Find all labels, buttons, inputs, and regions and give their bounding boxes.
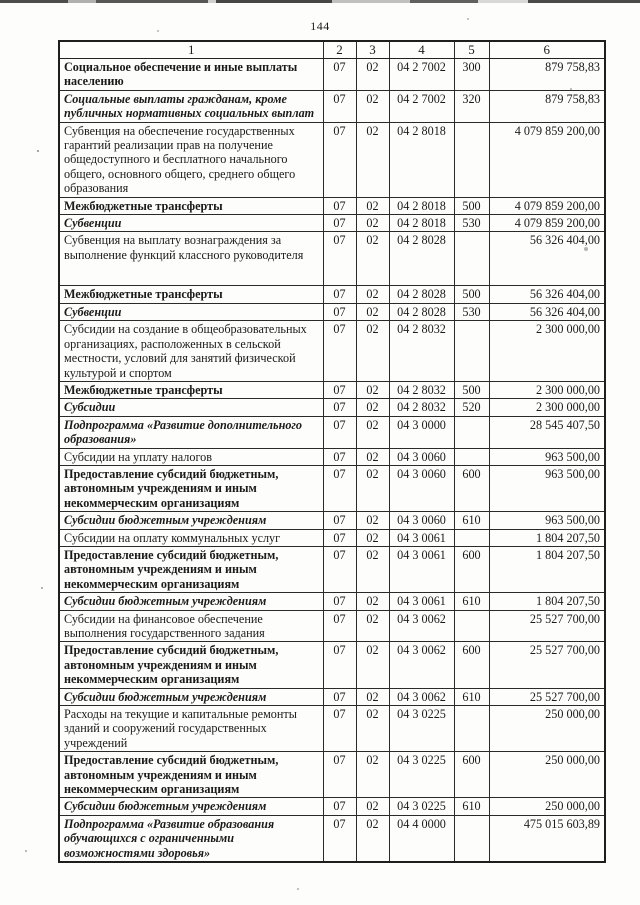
- expense-type-code: [454, 706, 489, 752]
- subsection-code: 02: [356, 465, 389, 511]
- table-row: [59, 286, 605, 303]
- table-row: [59, 815, 605, 862]
- scan-artifact-top-edge: [0, 0, 640, 3]
- section-code: 07: [323, 90, 356, 122]
- subsection-code: 02: [356, 815, 389, 862]
- subsection-code: 02: [356, 688, 389, 705]
- expense-type-code: 610: [454, 798, 489, 815]
- section-code: 07: [323, 815, 356, 862]
- target-article-code: 04 2 7002: [389, 59, 454, 91]
- subsection-code: 02: [356, 610, 389, 642]
- expense-type-code: [454, 529, 489, 546]
- table-row: [59, 448, 605, 465]
- target-article-code: 04 3 0061: [389, 529, 454, 546]
- target-article-code: 04 3 0000: [389, 416, 454, 448]
- line-item-name: Субвенция на выплату вознаграждения за выполнение функций классного руководителя: [59, 232, 323, 286]
- section-code: 07: [323, 610, 356, 642]
- subsection-code: 02: [356, 321, 389, 382]
- expense-type-code: 500: [454, 286, 489, 303]
- amount: 2 300 000,00: [489, 321, 605, 382]
- subsection-code: 02: [356, 546, 389, 592]
- subsection-code: 02: [356, 529, 389, 546]
- amount: 4 079 859 200,00: [489, 215, 605, 232]
- line-item-name: Субсидии бюджетным учреждениям: [59, 798, 323, 815]
- amount: 1 804 207,50: [489, 546, 605, 592]
- line-item-name: Субсидии на создание в общеобразовательных организациях, расположенных в сельской местности, условий для занятий физической культурой и спортом: [59, 321, 323, 382]
- amount: 56 326 404,00: [489, 303, 605, 320]
- column-header: 6: [489, 41, 605, 59]
- expense-type-code: 600: [454, 752, 489, 798]
- amount: 250 000,00: [489, 798, 605, 815]
- target-article-code: 04 3 0060: [389, 448, 454, 465]
- expense-type-code: [454, 232, 489, 286]
- line-item-name: Предоставление субсидий бюджетным, автономным учреждениям и иным некоммерческим организациям: [59, 752, 323, 798]
- amount: 963 500,00: [489, 512, 605, 529]
- table-row: [59, 688, 605, 705]
- table-row: [59, 529, 605, 546]
- table-row: [59, 381, 605, 398]
- target-article-code: 04 3 0062: [389, 642, 454, 688]
- subsection-code: 02: [356, 399, 389, 416]
- target-article-code: 04 2 8028: [389, 232, 454, 286]
- amount: 879 758,83: [489, 90, 605, 122]
- section-code: 07: [323, 286, 356, 303]
- target-article-code: 04 3 0060: [389, 465, 454, 511]
- amount: 2 300 000,00: [489, 399, 605, 416]
- target-article-code: 04 3 0225: [389, 706, 454, 752]
- target-article-code: 04 3 0225: [389, 798, 454, 815]
- line-item-name: Предоставление субсидий бюджетным, автономным учреждениям и иным некоммерческим организациям: [59, 642, 323, 688]
- section-code: 07: [323, 752, 356, 798]
- amount: 4 079 859 200,00: [489, 122, 605, 197]
- expense-type-code: 520: [454, 399, 489, 416]
- expense-type-code: 500: [454, 197, 489, 214]
- expense-type-code: 600: [454, 546, 489, 592]
- expense-type-code: 610: [454, 593, 489, 610]
- section-code: 07: [323, 512, 356, 529]
- subsection-code: 02: [356, 90, 389, 122]
- amount: 963 500,00: [489, 465, 605, 511]
- line-item-name: Межбюджетные трансферты: [59, 286, 323, 303]
- subsection-code: 02: [356, 381, 389, 398]
- section-code: 07: [323, 688, 356, 705]
- table-row: [59, 752, 605, 798]
- target-article-code: 04 3 0061: [389, 593, 454, 610]
- table-row: [59, 706, 605, 752]
- line-item-name: Социальные выплаты гражданам, кроме публичных нормативных социальных выплат: [59, 90, 323, 122]
- expense-type-code: [454, 122, 489, 197]
- section-code: 07: [323, 642, 356, 688]
- line-item-name: Социальное обеспечение и иные выплаты населению: [59, 59, 323, 91]
- column-header: 1: [59, 41, 323, 59]
- line-item-name: Субсидии на финансовое обеспечение выполнения государственного задания: [59, 610, 323, 642]
- target-article-code: 04 3 0060: [389, 512, 454, 529]
- subsection-code: 02: [356, 642, 389, 688]
- line-item-name: Субсидии бюджетным учреждениям: [59, 593, 323, 610]
- section-code: 07: [323, 122, 356, 197]
- section-code: 07: [323, 197, 356, 214]
- amount: 28 545 407,50: [489, 416, 605, 448]
- table-header-row: [59, 41, 605, 59]
- table-row: [59, 321, 605, 382]
- subsection-code: 02: [356, 59, 389, 91]
- line-item-name: Субсидии бюджетным учреждениям: [59, 688, 323, 705]
- amount: 4 079 859 200,00: [489, 197, 605, 214]
- amount: 56 326 404,00: [489, 232, 605, 286]
- expense-type-code: [454, 416, 489, 448]
- table-row: [59, 512, 605, 529]
- budget-table: [58, 40, 606, 863]
- line-item-name: Субвенции: [59, 215, 323, 232]
- column-header: 5: [454, 41, 489, 59]
- table-row: [59, 197, 605, 214]
- target-article-code: 04 2 7002: [389, 90, 454, 122]
- subsection-code: 02: [356, 232, 389, 286]
- target-article-code: 04 3 0062: [389, 688, 454, 705]
- table-row: [59, 465, 605, 511]
- scan-artifact-specks: [37, 150, 39, 152]
- table-row: [59, 215, 605, 232]
- amount: 25 527 700,00: [489, 688, 605, 705]
- section-code: 07: [323, 232, 356, 286]
- line-item-name: Межбюджетные трансферты: [59, 197, 323, 214]
- section-code: 07: [323, 706, 356, 752]
- target-article-code: 04 2 8018: [389, 197, 454, 214]
- target-article-code: 04 2 8028: [389, 303, 454, 320]
- column-header: 4: [389, 41, 454, 59]
- expense-type-code: 320: [454, 90, 489, 122]
- target-article-code: 04 2 8018: [389, 122, 454, 197]
- table-row: [59, 303, 605, 320]
- table-row: [59, 232, 605, 286]
- table-row: [59, 416, 605, 448]
- line-item-name: Предоставление субсидий бюджетным, автономным учреждениям и иным некоммерческим организациям: [59, 546, 323, 592]
- section-code: 07: [323, 546, 356, 592]
- target-article-code: 04 2 8032: [389, 381, 454, 398]
- amount: 56 326 404,00: [489, 286, 605, 303]
- target-article-code: 04 4 0000: [389, 815, 454, 862]
- target-article-code: 04 2 8028: [389, 286, 454, 303]
- subsection-code: 02: [356, 303, 389, 320]
- line-item-name: Расходы на текущие и капитальные ремонты зданий и сооружений государственных учреждений: [59, 706, 323, 752]
- table-row: [59, 610, 605, 642]
- expense-type-code: 530: [454, 215, 489, 232]
- line-item-name: Подпрограмма «Развитие образования обучающихся с ограниченными возможностями здоровья»: [59, 815, 323, 862]
- target-article-code: 04 3 0062: [389, 610, 454, 642]
- amount: 1 804 207,50: [489, 593, 605, 610]
- table-row: [59, 546, 605, 592]
- subsection-code: 02: [356, 416, 389, 448]
- amount: 879 758,83: [489, 59, 605, 91]
- line-item-name: Субсидии на уплату налогов: [59, 448, 323, 465]
- amount: 25 527 700,00: [489, 610, 605, 642]
- target-article-code: 04 2 8018: [389, 215, 454, 232]
- amount: 250 000,00: [489, 752, 605, 798]
- line-item-name: Субсидии бюджетным учреждениям: [59, 512, 323, 529]
- section-code: 07: [323, 448, 356, 465]
- subsection-code: 02: [356, 122, 389, 197]
- amount: 1 804 207,50: [489, 529, 605, 546]
- section-code: 07: [323, 381, 356, 398]
- line-item-name: Подпрограмма «Развитие дополнительного образования»: [59, 416, 323, 448]
- section-code: 07: [323, 399, 356, 416]
- target-article-code: 04 2 8032: [389, 321, 454, 382]
- subsection-code: 02: [356, 798, 389, 815]
- section-code: 07: [323, 59, 356, 91]
- amount: 2 300 000,00: [489, 381, 605, 398]
- target-article-code: 04 2 8032: [389, 399, 454, 416]
- table-row: [59, 593, 605, 610]
- expense-type-code: 530: [454, 303, 489, 320]
- subsection-code: 02: [356, 512, 389, 529]
- page-number: 144: [310, 19, 330, 33]
- table-row: [59, 642, 605, 688]
- subsection-code: 02: [356, 593, 389, 610]
- expense-type-code: 610: [454, 512, 489, 529]
- target-article-code: 04 3 0061: [389, 546, 454, 592]
- column-header: 3: [356, 41, 389, 59]
- line-item-name: Субвенция на обеспечение государственных гарантий реализации прав на получение общедоступного и бесплатного начального общего, основного общего, среднего общего образования: [59, 122, 323, 197]
- subsection-code: 02: [356, 448, 389, 465]
- subsection-code: 02: [356, 286, 389, 303]
- section-code: 07: [323, 529, 356, 546]
- line-item-name: Субсидии на оплату коммунальных услуг: [59, 529, 323, 546]
- expense-type-code: 500: [454, 381, 489, 398]
- expense-type-code: [454, 815, 489, 862]
- amount: 475 015 603,89: [489, 815, 605, 862]
- subsection-code: 02: [356, 752, 389, 798]
- section-code: 07: [323, 465, 356, 511]
- line-item-name: Субвенции: [59, 303, 323, 320]
- amount: 25 527 700,00: [489, 642, 605, 688]
- expense-type-code: [454, 448, 489, 465]
- table-row: [59, 122, 605, 197]
- table-row: [59, 90, 605, 122]
- subsection-code: 02: [356, 215, 389, 232]
- column-header: 2: [323, 41, 356, 59]
- expense-type-code: [454, 610, 489, 642]
- line-item-name: Предоставление субсидий бюджетным, автономным учреждениям и иным некоммерческим организациям: [59, 465, 323, 511]
- amount: 963 500,00: [489, 448, 605, 465]
- section-code: 07: [323, 416, 356, 448]
- expense-type-code: 600: [454, 465, 489, 511]
- amount: 250 000,00: [489, 706, 605, 752]
- expense-type-code: 300: [454, 59, 489, 91]
- subsection-code: 02: [356, 197, 389, 214]
- target-article-code: 04 3 0225: [389, 752, 454, 798]
- line-item-name: Межбюджетные трансферты: [59, 381, 323, 398]
- table-row: [59, 59, 605, 91]
- section-code: 07: [323, 321, 356, 382]
- section-code: 07: [323, 303, 356, 320]
- section-code: 07: [323, 215, 356, 232]
- line-item-name: Субсидии: [59, 399, 323, 416]
- table-row: [59, 798, 605, 815]
- section-code: 07: [323, 593, 356, 610]
- table-row: [59, 399, 605, 416]
- expense-type-code: 600: [454, 642, 489, 688]
- expense-type-code: 610: [454, 688, 489, 705]
- subsection-code: 02: [356, 706, 389, 752]
- expense-type-code: [454, 321, 489, 382]
- section-code: 07: [323, 798, 356, 815]
